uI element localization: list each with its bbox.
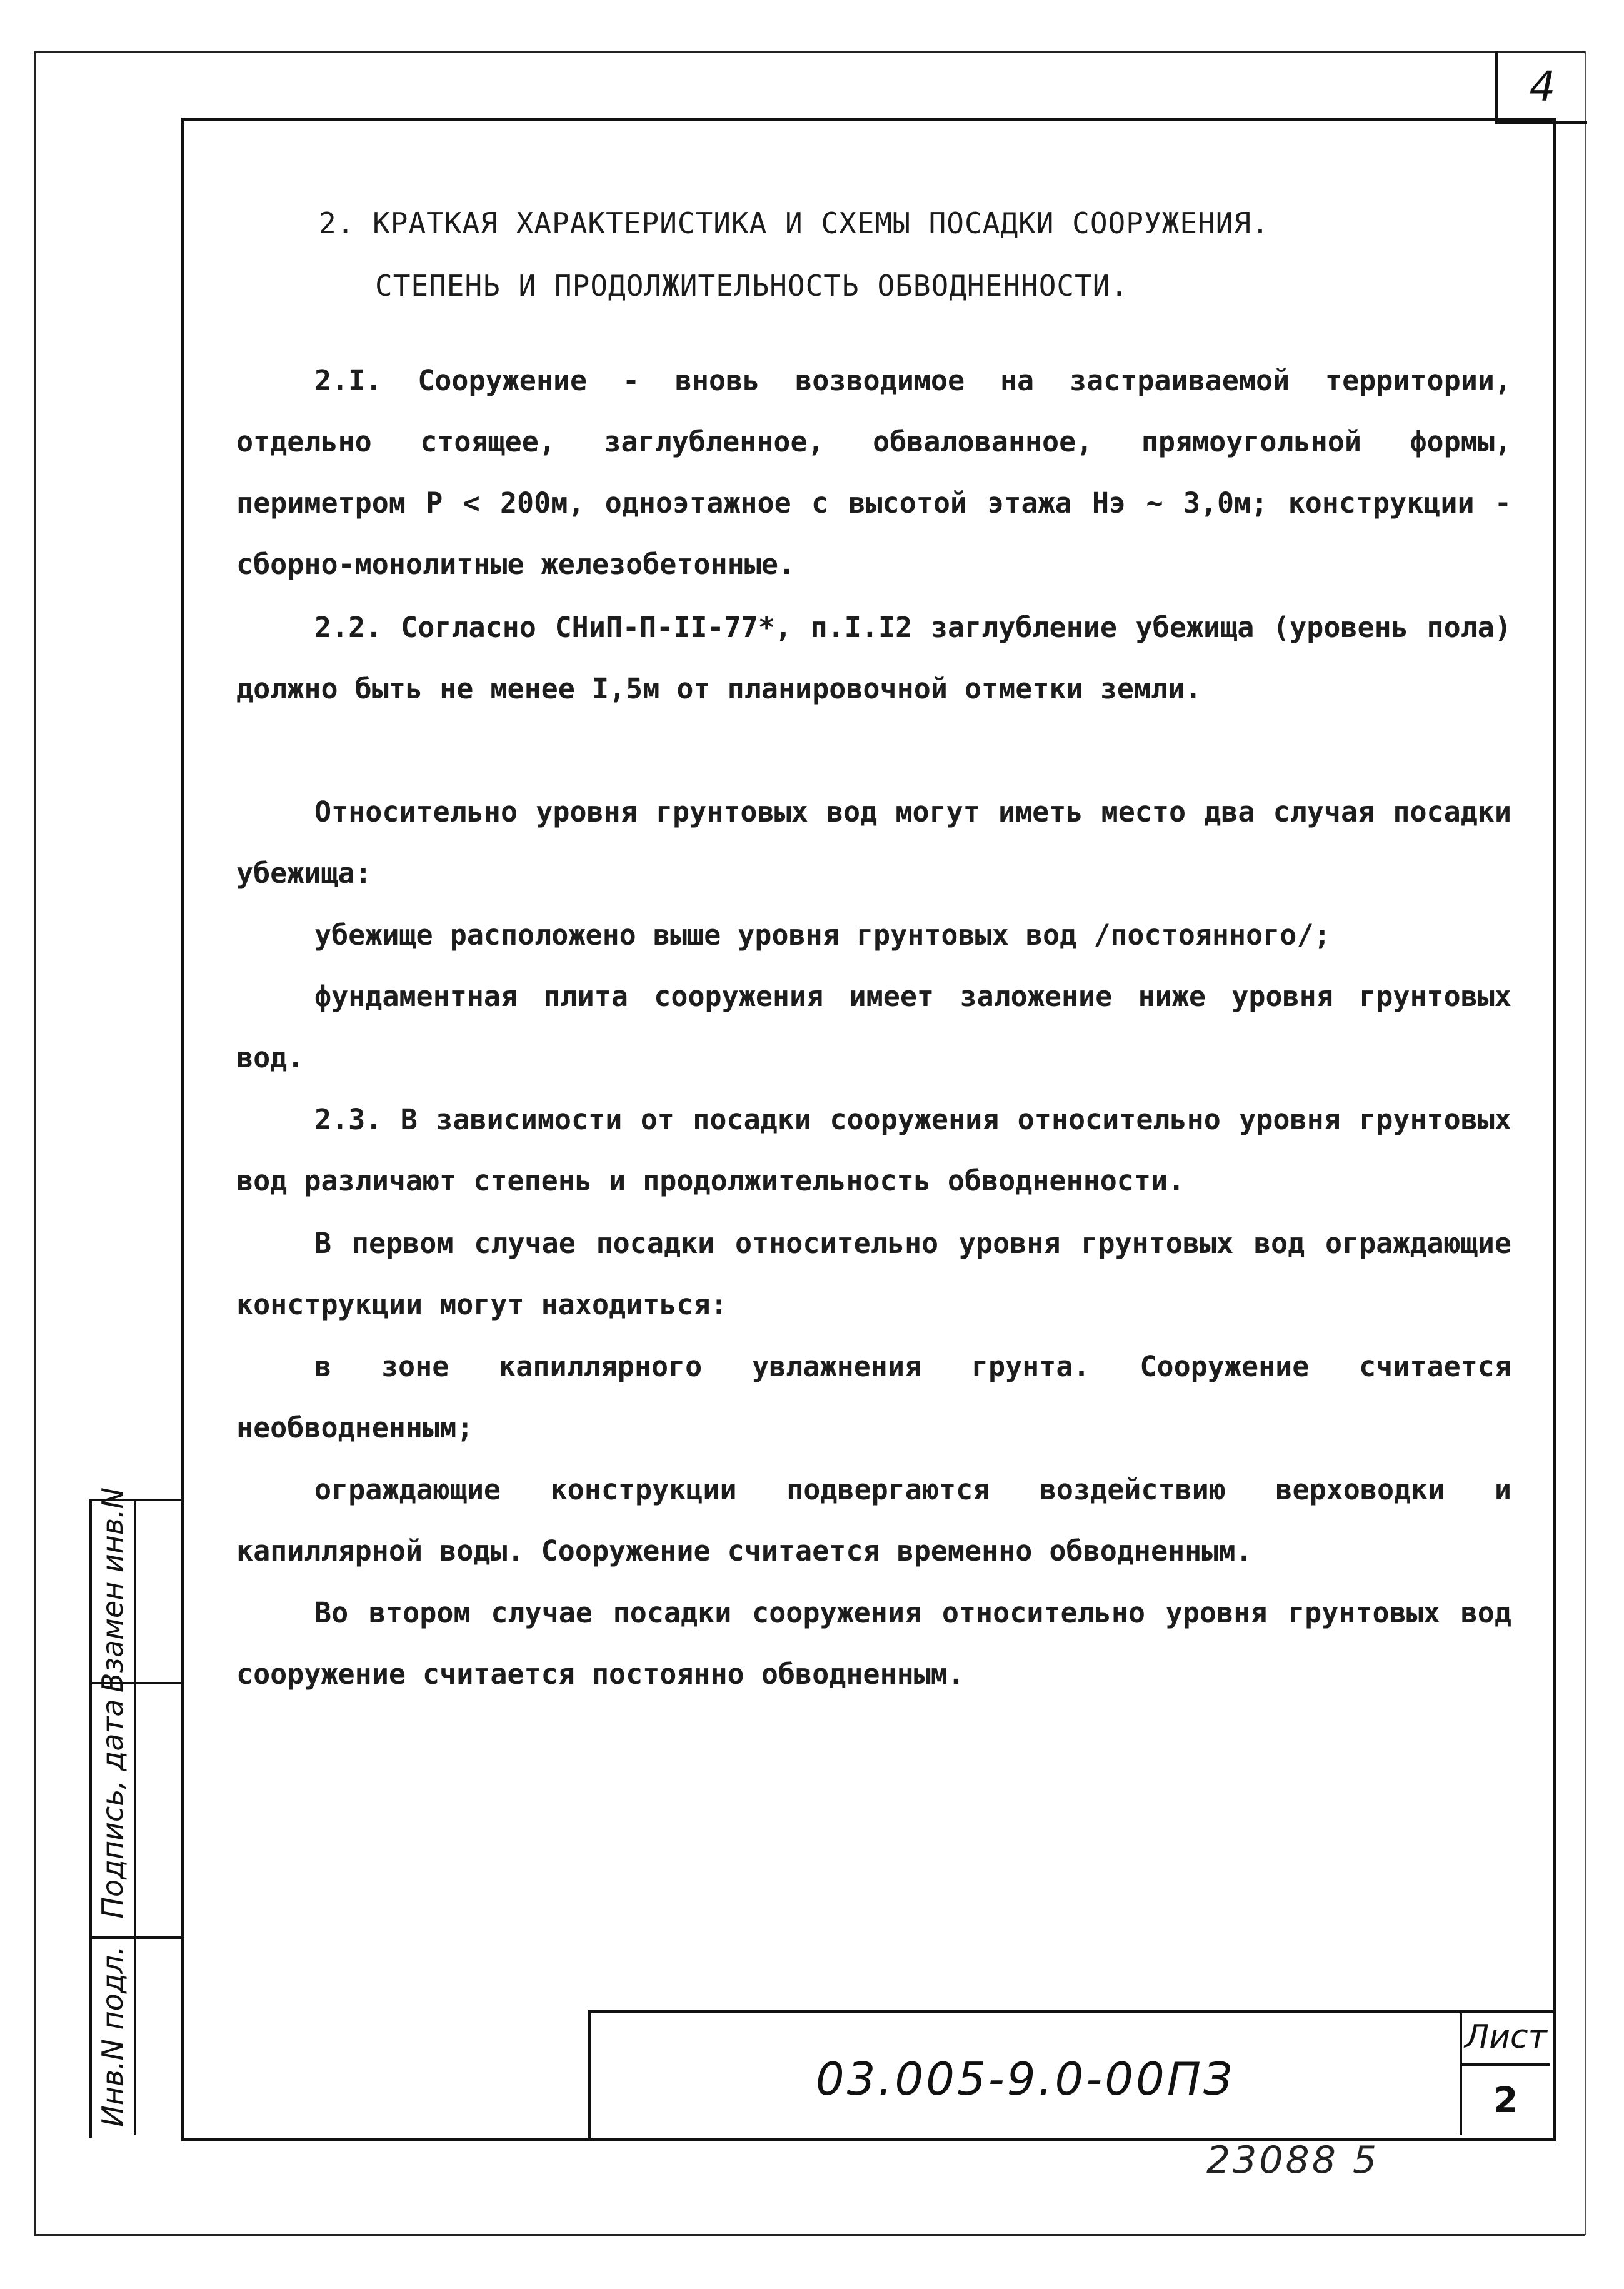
paragraph-case-2: фундаментная плита сооружения имеет заложение ниже уровня грунтовых вод. — [236, 980, 1511, 1074]
page-number: 4 — [1495, 51, 1587, 124]
paragraph-2-3: 2.3. В зависимости от посадки сооружения относительно уровня грунтовых вод различают степень и продолжительность обводненности. — [236, 1103, 1511, 1197]
paragraph-perched-water: ограждающие конструкции подвергаются воздействию верховодки и капиллярной воды. Сооружение считается временно обводненным. — [236, 1473, 1511, 1567]
stamp-signature-date: Подпись, дата — [96, 1699, 129, 1919]
sheet-border-bottom — [34, 2234, 1585, 2236]
archive-number: 23088 5 — [1206, 2138, 1380, 2182]
sheet-number: 2 — [1493, 2080, 1518, 2121]
side-stamp-divider — [134, 1499, 136, 2135]
paragraph-second-case: Во втором случае посадки сооружения относительно уровня грунтовых вод сооружение считается постоянно обводненным. — [236, 1596, 1511, 1691]
side-stamp-row-divider — [89, 1936, 181, 1939]
document-code: 03.005-9.0-00ПЗ — [815, 2053, 1235, 2105]
stamp-inv-original: Инв.N подл. — [96, 1946, 129, 2127]
section-heading-line2: СТЕПЕНЬ И ПРОДОЛЖИТЕЛЬНОСТЬ ОБВОДНЕННОСТИ. — [375, 269, 1129, 303]
sheet-border-right — [1585, 51, 1586, 2235]
sheet-border-top — [34, 51, 1585, 53]
stamp-replace-inv: Взамен инв.N — [96, 1487, 129, 1693]
paragraph-capillary-zone: в зоне капиллярного увлажнения грунта. Сооружение считается необводненным; — [236, 1350, 1511, 1444]
paragraph-first-case: В первом случае посадки относительно уровня грунтовых вод ограждающие конструкции могут находиться: — [236, 1227, 1511, 1321]
paragraph-cases-intro: Относительно уровня грунтовых вод могут иметь место два случая посадки убежища: — [236, 795, 1511, 890]
section-heading-line1: 2. КРАТКАЯ ХАРАКТЕРИСТИКА И СХЕМЫ ПОСАДКИ СООРУЖЕНИЯ. — [319, 206, 1270, 240]
sheet-border-left — [34, 51, 36, 2235]
sheet-label: Лист — [1465, 2018, 1547, 2056]
paragraph-2-1: 2.I. Сооружение - вновь возводимое на застраиваемой территории, отдельно стоящее, заглубленное, обвалованное, прямоугольной формы, периметром Р < 200м, одноэтажное с высотой этажа Нэ ~ 3,0м; конструкции - сборно-монолитные железобетонные. — [236, 364, 1511, 581]
paragraph-case-1: убежище расположено выше уровня грунтовых вод /постоянного/; — [314, 918, 1331, 952]
paragraph-2-2: 2.2. Согласно СНиП-П-II-77*, п.I.I2 заглубление убежища (уровень пола) должно быть не менее I,5м от планировочной отметки земли. — [236, 611, 1511, 705]
